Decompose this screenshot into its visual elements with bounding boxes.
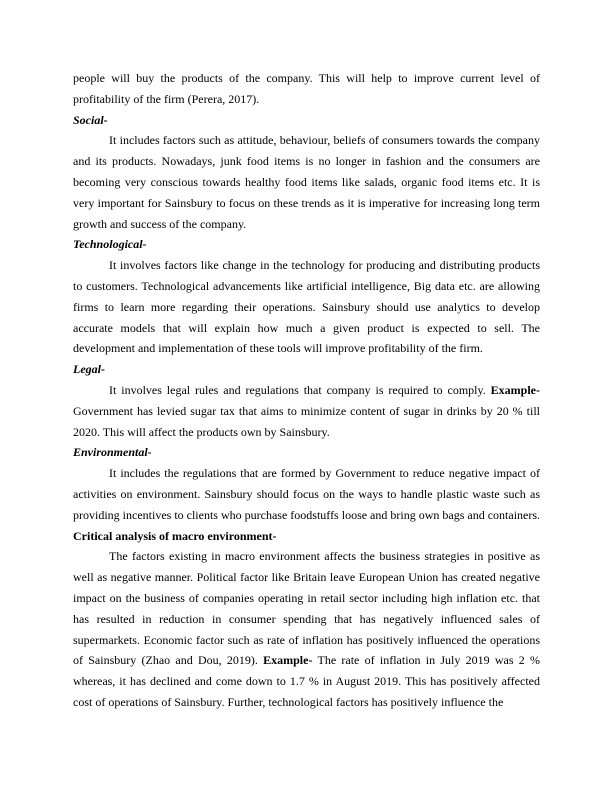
critical-text-start: The factors existing in macro environment affects the business strategies in positive as well as negative manner. Political factor like Britain leave European Union has created negative impact on the business of companies operating in retail sector including high inflation etc. that has resulted in reduction in consumer spending that has negatively influenced sales of supermarkets. Economic factor such as rate of inflation has positively influenced the operations of Sainsbury (Zhao and Dou, 2019). <box>73 549 540 668</box>
critical-analysis-heading: Critical analysis of macro environment- <box>73 528 277 543</box>
document-page <box>73 68 540 713</box>
environmental-paragraph: It includes the regulations that are formed by Government to reduce negative impact of activities on environment. Sainsbury should focus on the ways to handle plastic waste such as providing incentives to clients who purchase foodstuffs loose and bring own bags and containers. <box>73 466 541 522</box>
intro-paragraph: people will buy the products of the company. This will help to improve current level of profitability of the firm (Perera, 2017). <box>73 71 540 106</box>
legal-heading: Legal- <box>73 362 105 377</box>
environmental-heading: Environmental- <box>73 445 152 460</box>
technological-paragraph: It involves factors like change in the technology for producing and distributing products to customers. Technological advancements like artificial intelligence, Big data etc. are allowing firms to learn more regarding their operations. Sainsbury should use analytics to develop accurate models that will explain how much a given product is expected to sell. The development and implementation of these tools will improve profitability of the firm. <box>73 258 540 356</box>
social-heading: Social- <box>73 112 108 127</box>
legal-text-start: It involves legal rules and regulations that company is required to comply. <box>109 382 491 397</box>
legal-example-label: Example- <box>490 382 540 397</box>
legal-paragraph <box>73 380 540 442</box>
technological-heading: Technological- <box>73 237 147 252</box>
critical-analysis-paragraph <box>73 546 540 712</box>
legal-text-end: Government has levied sugar tax that aims to minimize content of sugar in drinks by 20 % till 2020. This will affect the products own by Sainsbury. <box>73 403 540 439</box>
critical-example-label: Example- <box>263 653 313 668</box>
social-paragraph: It includes factors such as attitude, behaviour, beliefs of consumers towards the company and its products. Nowadays, junk food items is no longer in fashion and the consumers are becoming very conscious towards healthy food items like salads, organic food items etc. It is very important for Sainsbury to focus on these trends as it is imperative for increasing long term growth and success of the company. <box>73 133 540 231</box>
critical-text-end: The rate of inflation in July 2019 was 2 % whereas, it has declined and come down to 1.7 % in August 2019. This has positively affected cost of operations of Sainsbury. Further, technological factors has positively influence the <box>73 653 541 709</box>
